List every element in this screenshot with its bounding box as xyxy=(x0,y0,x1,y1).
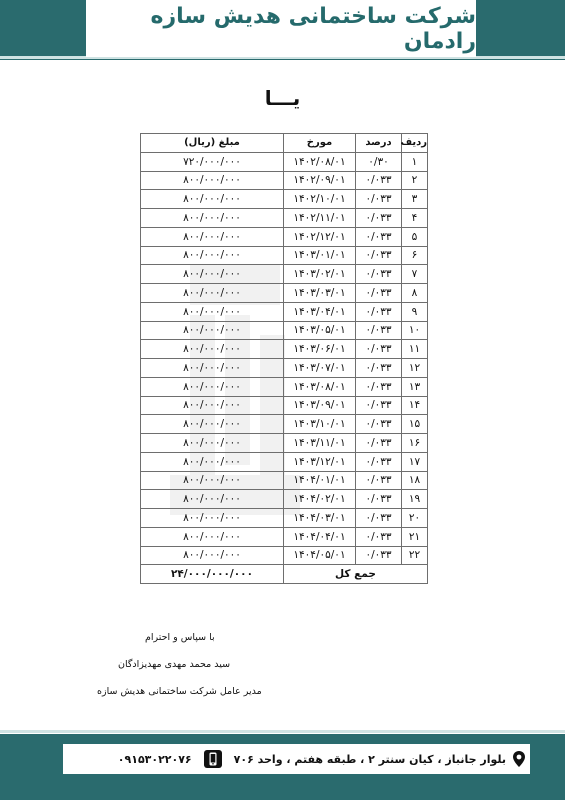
total-label: جمع کل xyxy=(284,565,428,584)
cell-percent: ۰/۰۳۳ xyxy=(356,490,402,509)
total-amount: ۲۴/۰۰۰/۰۰۰/۰۰۰ xyxy=(141,565,284,584)
cell-date: ۱۴۰۲/۱۱/۰۱ xyxy=(284,209,356,228)
cell-percent: ۰/۰۳۳ xyxy=(356,171,402,190)
cell-date: ۱۴۰۴/۰۵/۰۱ xyxy=(284,546,356,565)
cell-row-number: ۲۱ xyxy=(402,527,428,546)
cell-date: ۱۴۰۲/۰۹/۰۱ xyxy=(284,171,356,190)
table-row xyxy=(141,190,428,209)
cell-percent: ۰/۰۳۳ xyxy=(356,321,402,340)
table-row xyxy=(141,415,428,434)
cell-percent: ۰/۰۳۳ xyxy=(356,246,402,265)
cell-date: ۱۴۰۳/۱۲/۰۱ xyxy=(284,452,356,471)
table-row xyxy=(141,527,428,546)
document-heading: یـــا xyxy=(264,86,301,110)
cell-percent: ۰/۰۳۳ xyxy=(356,396,402,415)
cell-row-number: ۱۹ xyxy=(402,490,428,509)
table-row xyxy=(141,321,428,340)
cell-row-number: ۸ xyxy=(402,284,428,303)
cell-percent: ۰/۰۳۳ xyxy=(356,359,402,378)
cell-percent: ۰/۰۳۳ xyxy=(356,190,402,209)
total-row xyxy=(141,565,428,584)
payment-schedule-table xyxy=(140,133,428,584)
cell-amount: ۸۰۰/۰۰۰/۰۰۰ xyxy=(141,452,284,471)
cell-percent: ۰/۰۳۳ xyxy=(356,471,402,490)
table-row xyxy=(141,152,428,171)
table-row xyxy=(141,509,428,528)
cell-percent: ۰/۰۳۳ xyxy=(356,284,402,303)
cell-date: ۱۴۰۲/۱۰/۰۱ xyxy=(284,190,356,209)
table-row xyxy=(141,546,428,565)
cell-row-number: ۱۴ xyxy=(402,396,428,415)
table-header-row xyxy=(141,134,428,153)
cell-amount: ۸۰۰/۰۰۰/۰۰۰ xyxy=(141,359,284,378)
cell-date: ۱۴۰۳/۰۳/۰۱ xyxy=(284,284,356,303)
contact-bar xyxy=(63,744,530,774)
table-row xyxy=(141,452,428,471)
cell-date: ۱۴۰۳/۰۷/۰۱ xyxy=(284,359,356,378)
cell-date: ۱۴۰۳/۰۹/۰۱ xyxy=(284,396,356,415)
cell-percent: ۰/۰۳۳ xyxy=(356,452,402,471)
table-row xyxy=(141,377,428,396)
cell-amount: ۸۰۰/۰۰۰/۰۰۰ xyxy=(141,509,284,528)
closing-text: با سپاس و احترام xyxy=(145,632,215,643)
table-row xyxy=(141,434,428,453)
cell-date: ۱۴۰۴/۰۱/۰۱ xyxy=(284,471,356,490)
signatory-position: مدیر عامل شرکت ساختمانی هدیش سازه xyxy=(97,686,262,697)
mobile-phone-icon xyxy=(204,750,222,768)
cell-amount: ۸۰۰/۰۰۰/۰۰۰ xyxy=(141,434,284,453)
cell-row-number: ۱۳ xyxy=(402,377,428,396)
cell-amount: ۸۰۰/۰۰۰/۰۰۰ xyxy=(141,190,284,209)
company-title-box xyxy=(86,0,476,57)
cell-amount: ۸۰۰/۰۰۰/۰۰۰ xyxy=(141,246,284,265)
cell-row-number: ۱۷ xyxy=(402,452,428,471)
cell-date: ۱۴۰۳/۱۰/۰۱ xyxy=(284,415,356,434)
cell-date: ۱۴۰۴/۰۲/۰۱ xyxy=(284,490,356,509)
table-row xyxy=(141,171,428,190)
header-amount: مبلغ (ریال) xyxy=(141,134,284,153)
table-row xyxy=(141,340,428,359)
cell-amount: ۸۰۰/۰۰۰/۰۰۰ xyxy=(141,227,284,246)
cell-row-number: ۱۲ xyxy=(402,359,428,378)
cell-row-number: ۶ xyxy=(402,246,428,265)
cell-row-number: ۲ xyxy=(402,171,428,190)
cell-row-number: ۹ xyxy=(402,302,428,321)
cell-row-number: ۳ xyxy=(402,190,428,209)
cell-date: ۱۴۰۲/۱۲/۰۱ xyxy=(284,227,356,246)
cell-amount: ۸۰۰/۰۰۰/۰۰۰ xyxy=(141,527,284,546)
location-pin-icon xyxy=(512,751,526,767)
cell-date: ۱۴۰۴/۰۴/۰۱ xyxy=(284,527,356,546)
cell-amount: ۸۰۰/۰۰۰/۰۰۰ xyxy=(141,396,284,415)
cell-amount: ۸۰۰/۰۰۰/۰۰۰ xyxy=(141,209,284,228)
cell-amount: ۸۰۰/۰۰۰/۰۰۰ xyxy=(141,471,284,490)
cell-row-number: ۱۰ xyxy=(402,321,428,340)
cell-percent: ۰/۰۳۳ xyxy=(356,209,402,228)
cell-amount: ۸۰۰/۰۰۰/۰۰۰ xyxy=(141,171,284,190)
cell-date: ۱۴۰۳/۰۸/۰۱ xyxy=(284,377,356,396)
cell-percent: ۰/۰۳۳ xyxy=(356,340,402,359)
cell-amount: ۸۰۰/۰۰۰/۰۰۰ xyxy=(141,546,284,565)
cell-date: ۱۴۰۳/۰۶/۰۱ xyxy=(284,340,356,359)
cell-row-number: ۱۵ xyxy=(402,415,428,434)
cell-row-number: ۵ xyxy=(402,227,428,246)
cell-percent: ۰/۰۳۳ xyxy=(356,377,402,396)
cell-percent: ۰/۰۳۳ xyxy=(356,527,402,546)
cell-row-number: ۱۸ xyxy=(402,471,428,490)
table-row xyxy=(141,265,428,284)
cell-date: ۱۴۰۳/۰۱/۰۱ xyxy=(284,246,356,265)
header-row-number: ردیف xyxy=(402,134,428,153)
table-row xyxy=(141,209,428,228)
cell-amount: ۸۰۰/۰۰۰/۰۰۰ xyxy=(141,302,284,321)
cell-percent: ۰/۰۳۳ xyxy=(356,546,402,565)
header-date: مورخ xyxy=(284,134,356,153)
table-row xyxy=(141,471,428,490)
cell-date: ۱۴۰۳/۱۱/۰۱ xyxy=(284,434,356,453)
cell-amount: ۸۰۰/۰۰۰/۰۰۰ xyxy=(141,490,284,509)
cell-row-number: ۱۱ xyxy=(402,340,428,359)
cell-percent: ۰/۰۳۳ xyxy=(356,265,402,284)
address-text: بلوار جانباز ، کیان سنتر ۲ ، طبقه هفتم ، واحد ۷۰۶ xyxy=(233,752,506,766)
table-row xyxy=(141,490,428,509)
table-row xyxy=(141,284,428,303)
cell-row-number: ۷ xyxy=(402,265,428,284)
cell-row-number: ۲۲ xyxy=(402,546,428,565)
phone-number: ۰۹۱۵۳۰۲۲۰۷۶ xyxy=(117,752,192,766)
cell-date: ۱۴۰۳/۰۴/۰۱ xyxy=(284,302,356,321)
cell-percent: ۰/۰۳۳ xyxy=(356,302,402,321)
cell-percent: ۰/۰۳۳ xyxy=(356,509,402,528)
cell-amount: ۸۰۰/۰۰۰/۰۰۰ xyxy=(141,415,284,434)
cell-row-number: ۲۰ xyxy=(402,509,428,528)
table-row xyxy=(141,396,428,415)
cell-row-number: ۴ xyxy=(402,209,428,228)
cell-date: ۱۴۰۴/۰۳/۰۱ xyxy=(284,509,356,528)
cell-date: ۱۴۰۳/۰۵/۰۱ xyxy=(284,321,356,340)
cell-amount: ۸۰۰/۰۰۰/۰۰۰ xyxy=(141,265,284,284)
cell-percent: ۰/۳۰ xyxy=(356,152,402,171)
cell-amount: ۸۰۰/۰۰۰/۰۰۰ xyxy=(141,321,284,340)
table-row xyxy=(141,227,428,246)
table-row xyxy=(141,302,428,321)
cell-date: ۱۴۰۳/۰۲/۰۱ xyxy=(284,265,356,284)
cell-amount: ۸۰۰/۰۰۰/۰۰۰ xyxy=(141,377,284,396)
signatory-name: سید محمد مهدی مهدیزادگان xyxy=(118,659,231,670)
company-title: شرکت ساختمانی هدیش سازه رادمان xyxy=(150,3,476,54)
cell-amount: ۷۲۰/۰۰۰/۰۰۰ xyxy=(141,152,284,171)
cell-percent: ۰/۰۳۳ xyxy=(356,434,402,453)
cell-row-number: ۱ xyxy=(402,152,428,171)
cell-date: ۱۴۰۲/۰۸/۰۱ xyxy=(284,152,356,171)
table-row xyxy=(141,359,428,378)
cell-percent: ۰/۰۳۳ xyxy=(356,227,402,246)
footer-divider xyxy=(0,730,565,733)
header-percent: درصد xyxy=(356,134,402,153)
cell-percent: ۰/۰۳۳ xyxy=(356,415,402,434)
cell-amount: ۸۰۰/۰۰۰/۰۰۰ xyxy=(141,340,284,359)
cell-amount: ۸۰۰/۰۰۰/۰۰۰ xyxy=(141,284,284,303)
table-row xyxy=(141,246,428,265)
cell-row-number: ۱۶ xyxy=(402,434,428,453)
